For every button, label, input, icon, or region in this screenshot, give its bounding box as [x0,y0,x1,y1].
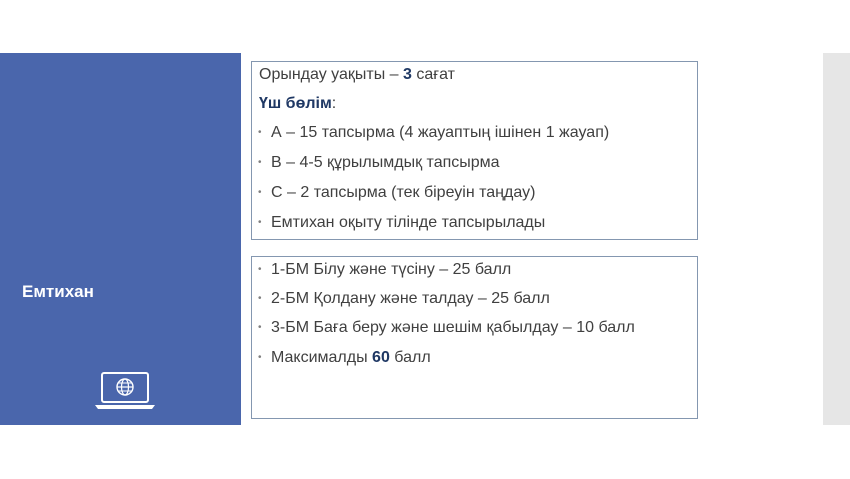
sections-colon: : [331,95,337,112]
max-score-line [258,348,431,368]
list-item-text: 3-БМ Баға беру және шешім қабылдау – 10 балл [271,319,635,336]
duration-suffix: сағат [411,66,455,83]
duration-prefix: Орындау уақыты – [259,66,404,83]
duration-line [259,65,455,85]
list-item [258,153,500,173]
sections-line [259,94,336,114]
list-item-text: А – 15 тапсырма (4 жауаптың ішінен 1 жауап) [271,124,610,141]
list-item [258,213,545,233]
list-item-text: Емтихан оқыту тілінде тапсырылады [271,214,546,231]
exam-info-box [251,61,698,240]
list-item [258,260,511,280]
max-score-prefix: Максималды [271,349,373,366]
list-item [258,289,550,309]
list-item-text: 1-БМ Білу және түсіну – 25 балл [271,261,512,278]
list-item [258,183,535,203]
max-score-suffix: балл [389,349,431,366]
bullet-icon: • [258,187,262,198]
left-panel [0,53,241,425]
sections-label: Үш бөлім [259,95,332,112]
bullet-icon: • [258,157,262,168]
panel-title: Емтихан [22,282,94,301]
list-item [258,123,609,143]
bullet-icon: • [258,322,262,333]
list-item-text: В – 4-5 құрылымдық тапсырма [271,154,500,171]
max-score-value: 60 [372,349,390,366]
laptop-globe-icon [94,371,156,411]
bullet-icon: • [258,217,262,228]
scoring-box [251,256,698,419]
duration-value: 3 [403,66,412,83]
bullet-icon: • [258,293,262,304]
bullet-icon: • [258,264,262,275]
right-strip [823,53,850,425]
bullet-icon: • [258,352,262,363]
list-item [258,318,635,338]
list-item-text: С – 2 тапсырма (тек біреуін таңдау) [271,184,536,201]
bullet-icon: • [258,127,262,138]
list-item-text: 2-БМ Қолдану және талдау – 25 балл [271,290,550,307]
